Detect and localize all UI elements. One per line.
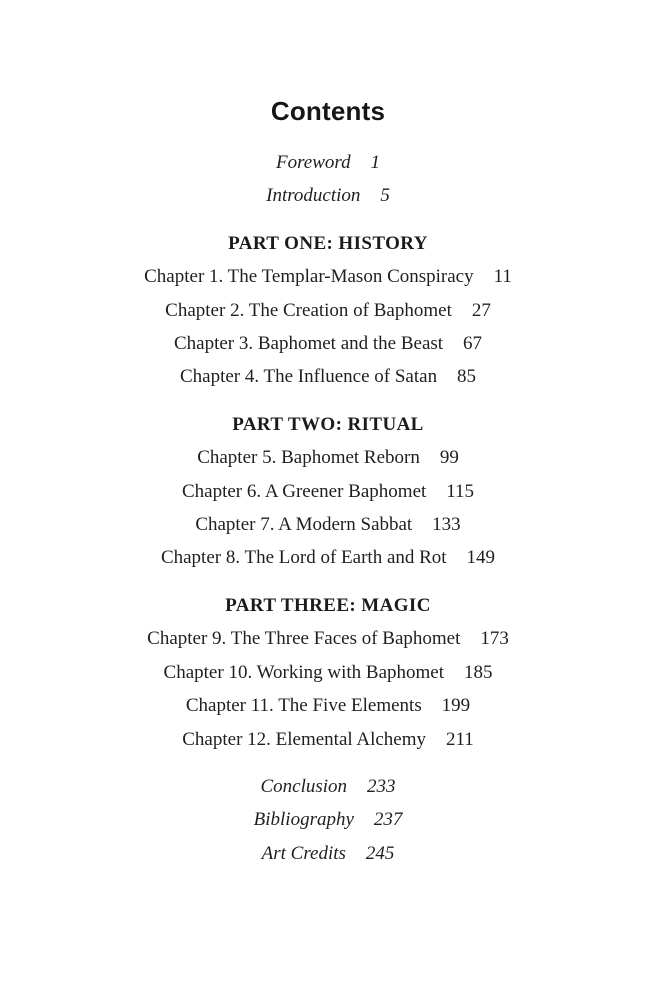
part-heading: PART TWO: RITUAL	[232, 413, 424, 435]
toc-entry	[0, 656, 656, 689]
toc-entry	[0, 803, 656, 836]
entry-label: Chapter 6. A Greener Baphomet	[181, 480, 427, 502]
toc-entry	[0, 179, 656, 212]
entry-label: Chapter 1. The Templar-Mason Conspiracy	[144, 266, 474, 288]
toc-entry	[0, 622, 656, 655]
toc-entry	[0, 723, 656, 756]
part-two-group	[0, 408, 656, 575]
entry-label: Chapter 7. A Modern Sabbat	[195, 514, 413, 536]
toc-entry	[0, 837, 656, 870]
entry-label: Introduction	[266, 185, 361, 207]
toc-entry	[0, 146, 656, 179]
entry-page-number: 185	[463, 661, 493, 683]
entry-page-number: 233	[367, 775, 396, 797]
entry-page-number: 149	[466, 547, 496, 569]
entry-label: Chapter 9. The Three Faces of Baphomet	[147, 628, 461, 650]
entry-label: Chapter 5. Baphomet Reborn	[197, 447, 420, 469]
entry-label: Chapter 12. Elemental Alchemy	[182, 728, 427, 750]
part-heading: PART ONE: HISTORY	[228, 232, 428, 254]
toc-entry	[0, 508, 656, 541]
back-matter-group	[0, 770, 656, 870]
entry-page-number: 133	[432, 514, 461, 536]
toc-entry	[0, 441, 656, 474]
entry-page-number: 237	[373, 809, 403, 831]
entry-label: Chapter 3. Baphomet and the Beast	[173, 333, 444, 355]
toc-entry	[0, 327, 656, 360]
toc-entry	[0, 475, 656, 508]
entry-label: Chapter 10. Working with Baphomet	[163, 661, 444, 683]
front-matter-group	[0, 146, 656, 213]
entry-label: Chapter 8. The Lord of Earth and Rot	[160, 547, 447, 569]
toc-entry	[0, 541, 656, 574]
entry-page-number: 199	[441, 695, 471, 717]
toc-entry	[0, 260, 656, 293]
entry-label: Foreword	[275, 152, 351, 173]
entry-label: Art Credits	[261, 842, 346, 864]
page-title: Contents	[270, 96, 386, 126]
entry-page-number: 85	[457, 366, 477, 388]
entry-page-number: 211	[445, 728, 474, 750]
toc-entry	[0, 294, 656, 327]
entry-page-number: 11	[493, 266, 512, 288]
toc-entry	[0, 360, 656, 393]
entry-page-number: 99	[439, 447, 459, 469]
entry-page-number: 173	[480, 628, 509, 650]
toc-entry	[0, 770, 656, 803]
toc-entry	[0, 689, 656, 722]
entry-label: Bibliography	[253, 809, 354, 831]
part-three-group	[0, 589, 656, 756]
entry-label: Chapter 11. The Five Elements	[185, 695, 422, 717]
entry-label: Conclusion	[260, 775, 348, 797]
entry-page-number: 67	[463, 333, 483, 355]
entry-page-number: 115	[446, 480, 475, 502]
entry-page-number: 245	[365, 842, 395, 864]
part-heading: PART THREE: MAGIC	[225, 594, 431, 616]
entry-page-number: 27	[471, 299, 491, 321]
entry-page-number: 5	[380, 185, 390, 207]
entry-label: Chapter 2. The Creation of Baphomet	[165, 299, 452, 321]
entry-label: Chapter 4. The Influence of Satan	[179, 366, 438, 388]
entry-page-number: 1	[370, 152, 381, 173]
part-one-group	[0, 227, 656, 394]
